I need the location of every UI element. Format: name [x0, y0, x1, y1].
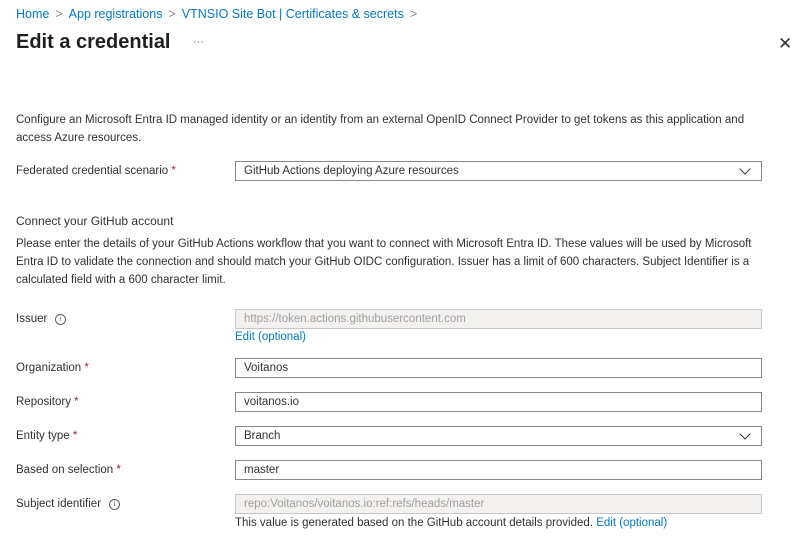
section-text: Please enter the details of your GitHub Actions workflow that you want to connect with Microsoft Entra ID. These values will be used by Microsoft Entra ID to validate the connection and should match your GitHub OIDC configuration. Issuer has a limit of 600 characters. Subject Identifier is a calculated field with a 600 character limit. — [16, 238, 752, 286]
subject-note — [235, 517, 667, 529]
required-mark: * — [84, 362, 89, 374]
scenario-label — [16, 165, 176, 177]
required-mark: * — [72, 430, 78, 442]
repository-value: voitanos.io — [244, 396, 299, 408]
selection-input[interactable] — [235, 460, 762, 480]
subject-label — [16, 498, 120, 510]
entity-type-label — [16, 430, 77, 442]
label-text: Based on selection — [16, 464, 114, 476]
intro-text: Configure an Microsoft Entra ID managed identity or an identity from an external OpenID Connect Provider to get tokens as this application and access Azure resources. — [16, 114, 745, 144]
label-text: Federated credential scenario — [16, 165, 169, 177]
subject-input — [235, 494, 762, 514]
chevron-right-icon: > — [55, 7, 63, 21]
scenario-dropdown[interactable] — [235, 161, 762, 181]
label-text: Issuer — [16, 313, 48, 325]
label-text: Subject identifier — [16, 498, 102, 510]
repository-label — [16, 396, 79, 408]
organization-input[interactable] — [235, 358, 762, 378]
breadcrumb-app-registrations[interactable]: App registrations — [68, 7, 163, 21]
subject-value: repo:Voitanos/voitanos.io:ref:refs/heads/master — [244, 498, 485, 510]
scenario-value: GitHub Actions deploying Azure resources — [244, 165, 459, 177]
page-title: Edit a credential — [16, 31, 171, 53]
issuer-label — [16, 313, 66, 325]
entity-type-dropdown[interactable] — [235, 426, 762, 446]
breadcrumb-home[interactable]: Home — [16, 7, 50, 21]
required-mark: * — [74, 396, 79, 408]
issuer-edit-link[interactable]: Edit (optional) — [235, 331, 306, 343]
chevron-down-icon — [739, 428, 750, 439]
required-mark: * — [116, 464, 121, 476]
breadcrumb — [16, 7, 417, 21]
label-text: Entity type — [16, 430, 70, 442]
more-options-icon[interactable]: ··· — [193, 36, 204, 48]
chevron-right-icon: > — [168, 7, 176, 21]
close-icon[interactable]: ✕ — [778, 34, 793, 53]
organization-label — [16, 362, 89, 374]
repository-input[interactable] — [235, 392, 762, 412]
subject-edit-link[interactable]: Edit (optional) — [596, 517, 668, 529]
info-icon[interactable]: i — [55, 314, 66, 325]
organization-value: Voitanos — [244, 362, 289, 374]
label-text: Organization — [16, 362, 82, 374]
required-mark: * — [171, 165, 176, 177]
selection-value: master — [244, 464, 280, 476]
info-icon[interactable]: i — [109, 499, 120, 510]
issuer-input — [235, 309, 762, 329]
breadcrumb-certificates[interactable]: VTNSIO Site Bot | Certificates & secrets — [181, 7, 404, 21]
section-heading: Connect your GitHub account — [16, 214, 174, 228]
label-text: Repository — [16, 396, 71, 408]
chevron-down-icon — [739, 163, 750, 174]
issuer-value: https://token.actions.githubusercontent.com — [244, 313, 466, 325]
chevron-right-icon: > — [409, 7, 418, 21]
note-text: This value is generated based on the GitHub account details provided. — [235, 517, 593, 529]
selection-label — [16, 464, 121, 476]
entity-type-value: Branch — [244, 430, 281, 442]
